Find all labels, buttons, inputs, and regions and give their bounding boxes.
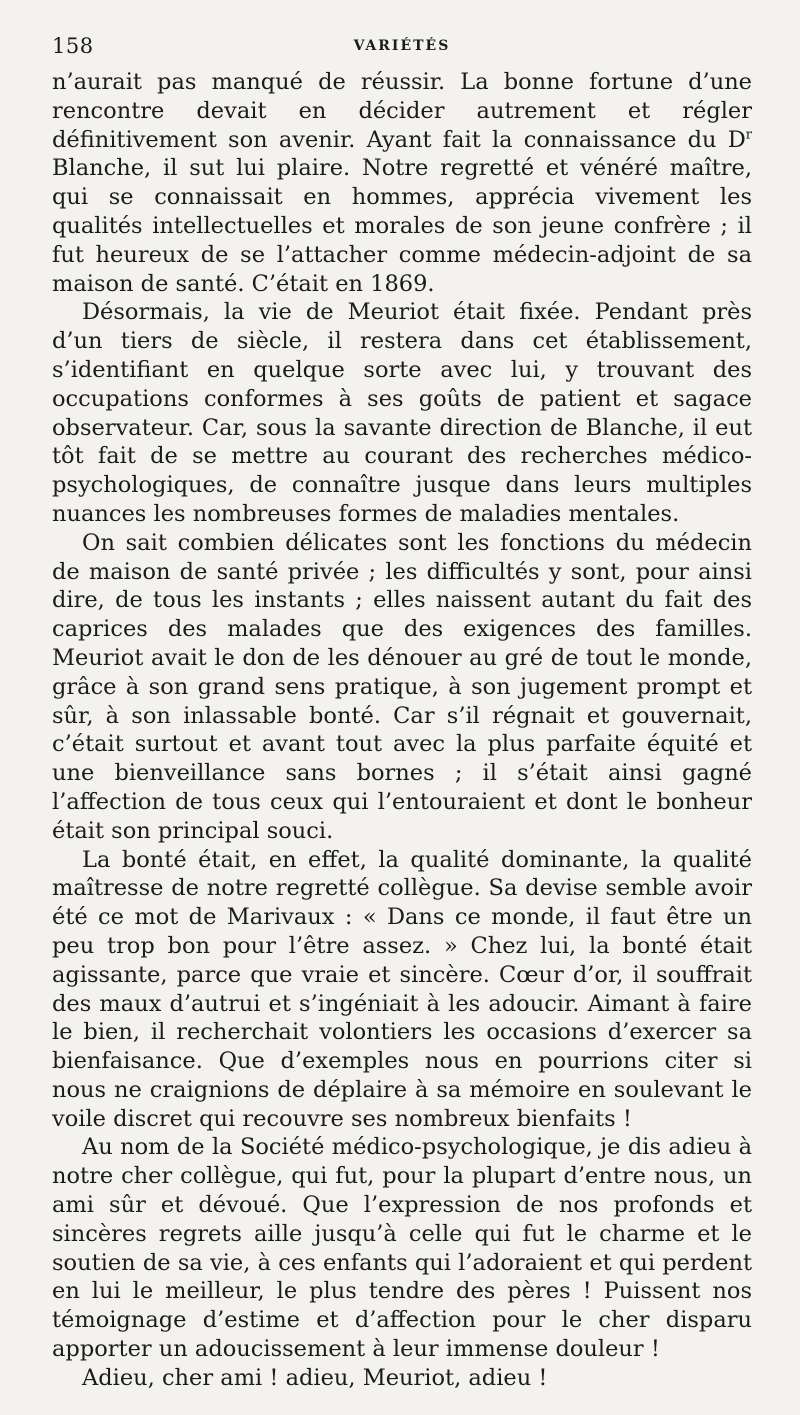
page-header xyxy=(52,28,752,68)
paragraph-6: Adieu, cher ami ! adieu, Meuriot, adieu ! xyxy=(82,1364,548,1391)
paragraph-2: Désormais, la vie de Meuriot était fixée. Pendant près d’un tiers de siècle, il restera dans cet établissement, s’identifiant en quelque sorte avec lui, y trouvant des occupations conformes à ses goûts de patient et sagace observateur. Car, sous la savante direction de Blanche, il eut tôt fait de se mettre au courant des recherches médico-psychologiques, de connaître jusque dans leurs multiples nuances les nombreuses formes de maladies mentales. xyxy=(52,299,752,527)
paragraph-1-text-before: n’aurait pas manqué de réussir. La bonne fortune d’une rencontre devait en décider autrement et régler définitivement son avenir. Ayant fait la connaissance du D xyxy=(52,69,752,153)
paragraph-4: La bonté était, en effet, la qualité dominante, la qualité maîtresse de notre regretté collègue. Sa devise semble avoir été ce mot de Marivaux : « Dans ce monde, il faut être un peu trop bon pour l’être assez. » Chez lui, la bonté était agissante, parce que vraie et sincère. Cœur d’or, il souffrait des maux d’autrui et s’ingéniait à les adoucir. Aimant à faire le bien, il recherchait volontiers les occasions d’exercer sa bienfaisance. Que d’exemples nous en pourrions citer si nous ne craignions de déplaire à sa mémoire en soulevant le voile discret qui recouvre ses nombreux bienfaits ! xyxy=(52,846,752,1132)
page-number: 158 xyxy=(52,34,94,58)
paragraph-1 xyxy=(52,68,752,298)
paragraph-3: On sait combien délicates sont les fonctions du médecin de maison de santé privée ; les difficultés y sont, pour ainsi dire, de tous les instants ; elles naissent autant du fait des caprices des malades que des exigences des familles. Meuriot avait le don de les dénouer au gré de tout le monde, grâce à son grand sens pratique, à son jugement prompt et sûr, à son inlassable bonté. Car s’il régnait et gouvernait, c’était surtout et avant tout avec la plus parfaite équité et une bienveillance sans bornes ; il s’était ainsi gagné l’affection de tous ceux qui l’entouraient et dont le bonheur était son principal souci. xyxy=(52,529,752,844)
paragraph-5: Au nom de la Société médico-psychologique, je dis adieu à notre cher collègue, qui fut, pour la plupart d’entre nous, un ami sûr et dévoué. Que l’expression de nos profonds et sincères regrets aille jusqu’à celle qui fut le charme et le soutien de sa vie, à ces enfants qui l’adoraient et qui perdent en lui le meilleur, le plus tendre des pères ! Puissent nos témoignage d’estime et d’affection pour le cher disparu apporter un adoucissement à leur immense douleur ! xyxy=(52,1134,752,1363)
body-text xyxy=(52,68,752,1393)
running-head: VARIÉTÉS xyxy=(353,38,451,54)
paragraph-1-text-after: Blanche, il sut lui plaire. Notre regretté et vénéré maître, qui se connaissait en hommes, apprécia vivement les qualités intellectuelles et morales de son jeune confrère ; il fut heureux de se l’attacher comme médecin-adjoint de sa maison de santé. C’était en 1869. xyxy=(52,155,752,297)
doctor-abbreviation-superscript: r xyxy=(745,127,752,143)
